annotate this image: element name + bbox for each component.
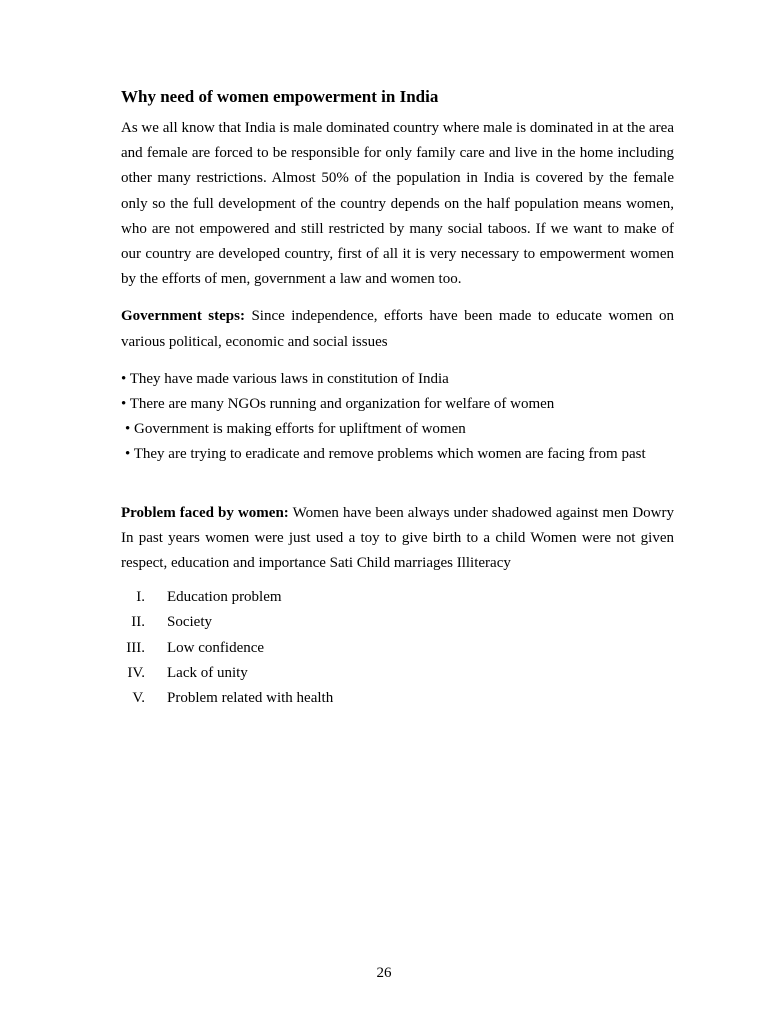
government-bullet-list [121, 367, 674, 468]
list-text: Society [167, 614, 212, 631]
bullet-item: • They are trying to eradicate and remove problems which women are facing from past [125, 446, 646, 463]
list-number: V. [132, 690, 145, 707]
government-paragraph [121, 304, 674, 354]
bullet-item: • There are many NGOs running and organization for welfare of women [121, 396, 555, 413]
list-text: Education problem [167, 589, 282, 606]
problems-numbered-list [121, 585, 674, 711]
list-number: IV. [127, 664, 145, 681]
list-item [121, 686, 674, 711]
page-content [121, 86, 674, 711]
problems-text: Women have been always under shadowed against men Dowry In past years women were just used a toy to give birth to a child Women were not given respect, education and importance Sati Child marriages Illiteracy [121, 504, 674, 572]
list-number: III. [126, 639, 145, 656]
list-text: Lack of unity [167, 664, 248, 681]
problems-label: Problem faced by women: [121, 504, 289, 521]
intro-paragraph: As we all know that India is male dominated country where male is dominated in at the area and female are forced to be responsible for only family care and live in the home including other many restrictions. Almost 50% of the population in India is covered by the female only so the full development of the country depends on the half population means women, who are not empowered and still restricted by many social taboos. If we want to make of our country are developed country, first of all it is very necessary to empowerment women by the efforts of men, government a law and women too. [121, 120, 674, 288]
list-text: Low confidence [167, 639, 265, 656]
bullet-item: • They have made various laws in constitution of India [121, 370, 449, 387]
list-item [121, 636, 674, 661]
list-number: I. [136, 589, 145, 606]
list-number: II. [131, 614, 145, 631]
problems-paragraph [121, 501, 674, 577]
list-item [121, 661, 674, 686]
government-text: Since independence, efforts have been made to educate women on various political, economic and social issues [121, 308, 674, 350]
government-label: Government steps: [121, 308, 245, 325]
list-item [121, 585, 674, 610]
list-text: Problem related with health [167, 690, 334, 707]
bullet-item: • Government is making efforts for upliftment of women [125, 421, 466, 438]
section-heading: Why need of women empowerment in India [121, 87, 439, 106]
page-number: 26 [376, 965, 392, 981]
list-item [121, 610, 674, 635]
